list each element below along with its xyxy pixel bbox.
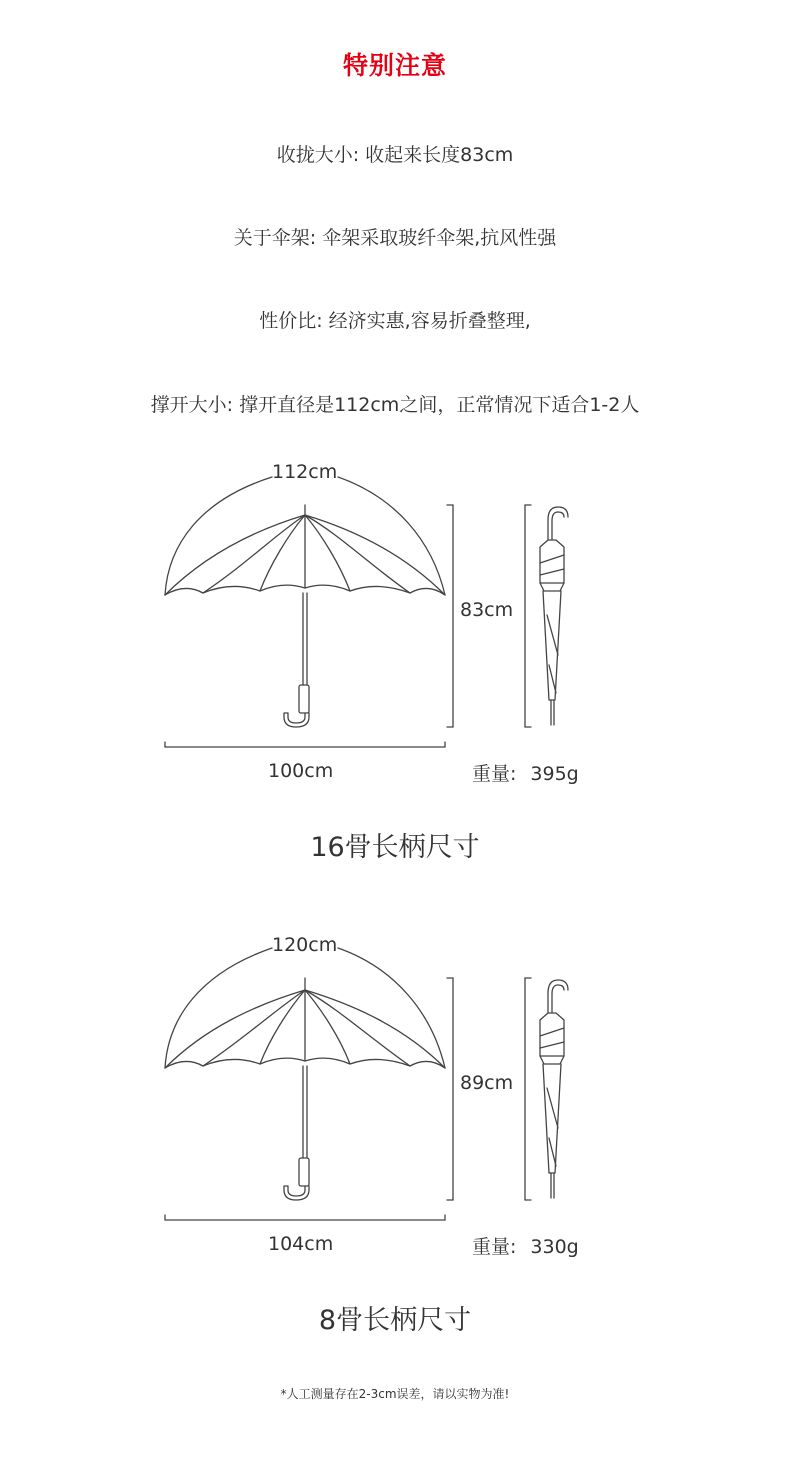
note-label: 性价比: — [259, 310, 323, 332]
page-title: 特别注意 — [342, 51, 447, 80]
umbrella-drawing — [0, 928, 790, 1268]
note-label: 收拢大小: — [276, 144, 360, 166]
weight-value: 330g — [530, 1236, 579, 1258]
note-open-size — [0, 390, 790, 417]
note-label: 关于伞架: — [233, 227, 317, 249]
note-value-for-money — [0, 306, 790, 333]
weight-label: 重量: — [472, 1236, 517, 1258]
note-frame — [0, 223, 790, 250]
product-caption: 8骨长柄尺寸 — [318, 1305, 472, 1336]
weight-info — [472, 759, 579, 786]
width-label: 100cm — [268, 760, 334, 782]
umbrella-diagram-16-rib — [0, 455, 790, 855]
arc-length-label: 112cm — [272, 461, 338, 483]
measurement-disclaimer: *人工测量存在2-3cm误差，请以实物为准! — [280, 1387, 510, 1401]
note-value: 撑开直径是112cm之间，正常情况下适合1-2人 — [239, 394, 640, 416]
note-label: 撑开大小: — [150, 394, 234, 416]
weight-label: 重量: — [472, 763, 517, 785]
weight-info — [472, 1232, 579, 1259]
umbrella-drawing — [0, 455, 790, 795]
note-value: 伞架采取玻纤伞架,抗风性强 — [322, 227, 557, 249]
height-label: 83cm — [460, 599, 514, 621]
note-folded-size — [0, 140, 790, 167]
width-label: 104cm — [268, 1233, 334, 1255]
umbrella-diagram-8-rib — [0, 928, 790, 1328]
note-value: 收起来长度83cm — [365, 144, 514, 166]
note-value: 经济实惠,容易折叠整理, — [328, 310, 531, 332]
product-caption: 16骨长柄尺寸 — [310, 832, 480, 863]
weight-value: 395g — [530, 763, 579, 785]
arc-length-label: 120cm — [272, 934, 338, 956]
height-label: 89cm — [460, 1072, 514, 1094]
